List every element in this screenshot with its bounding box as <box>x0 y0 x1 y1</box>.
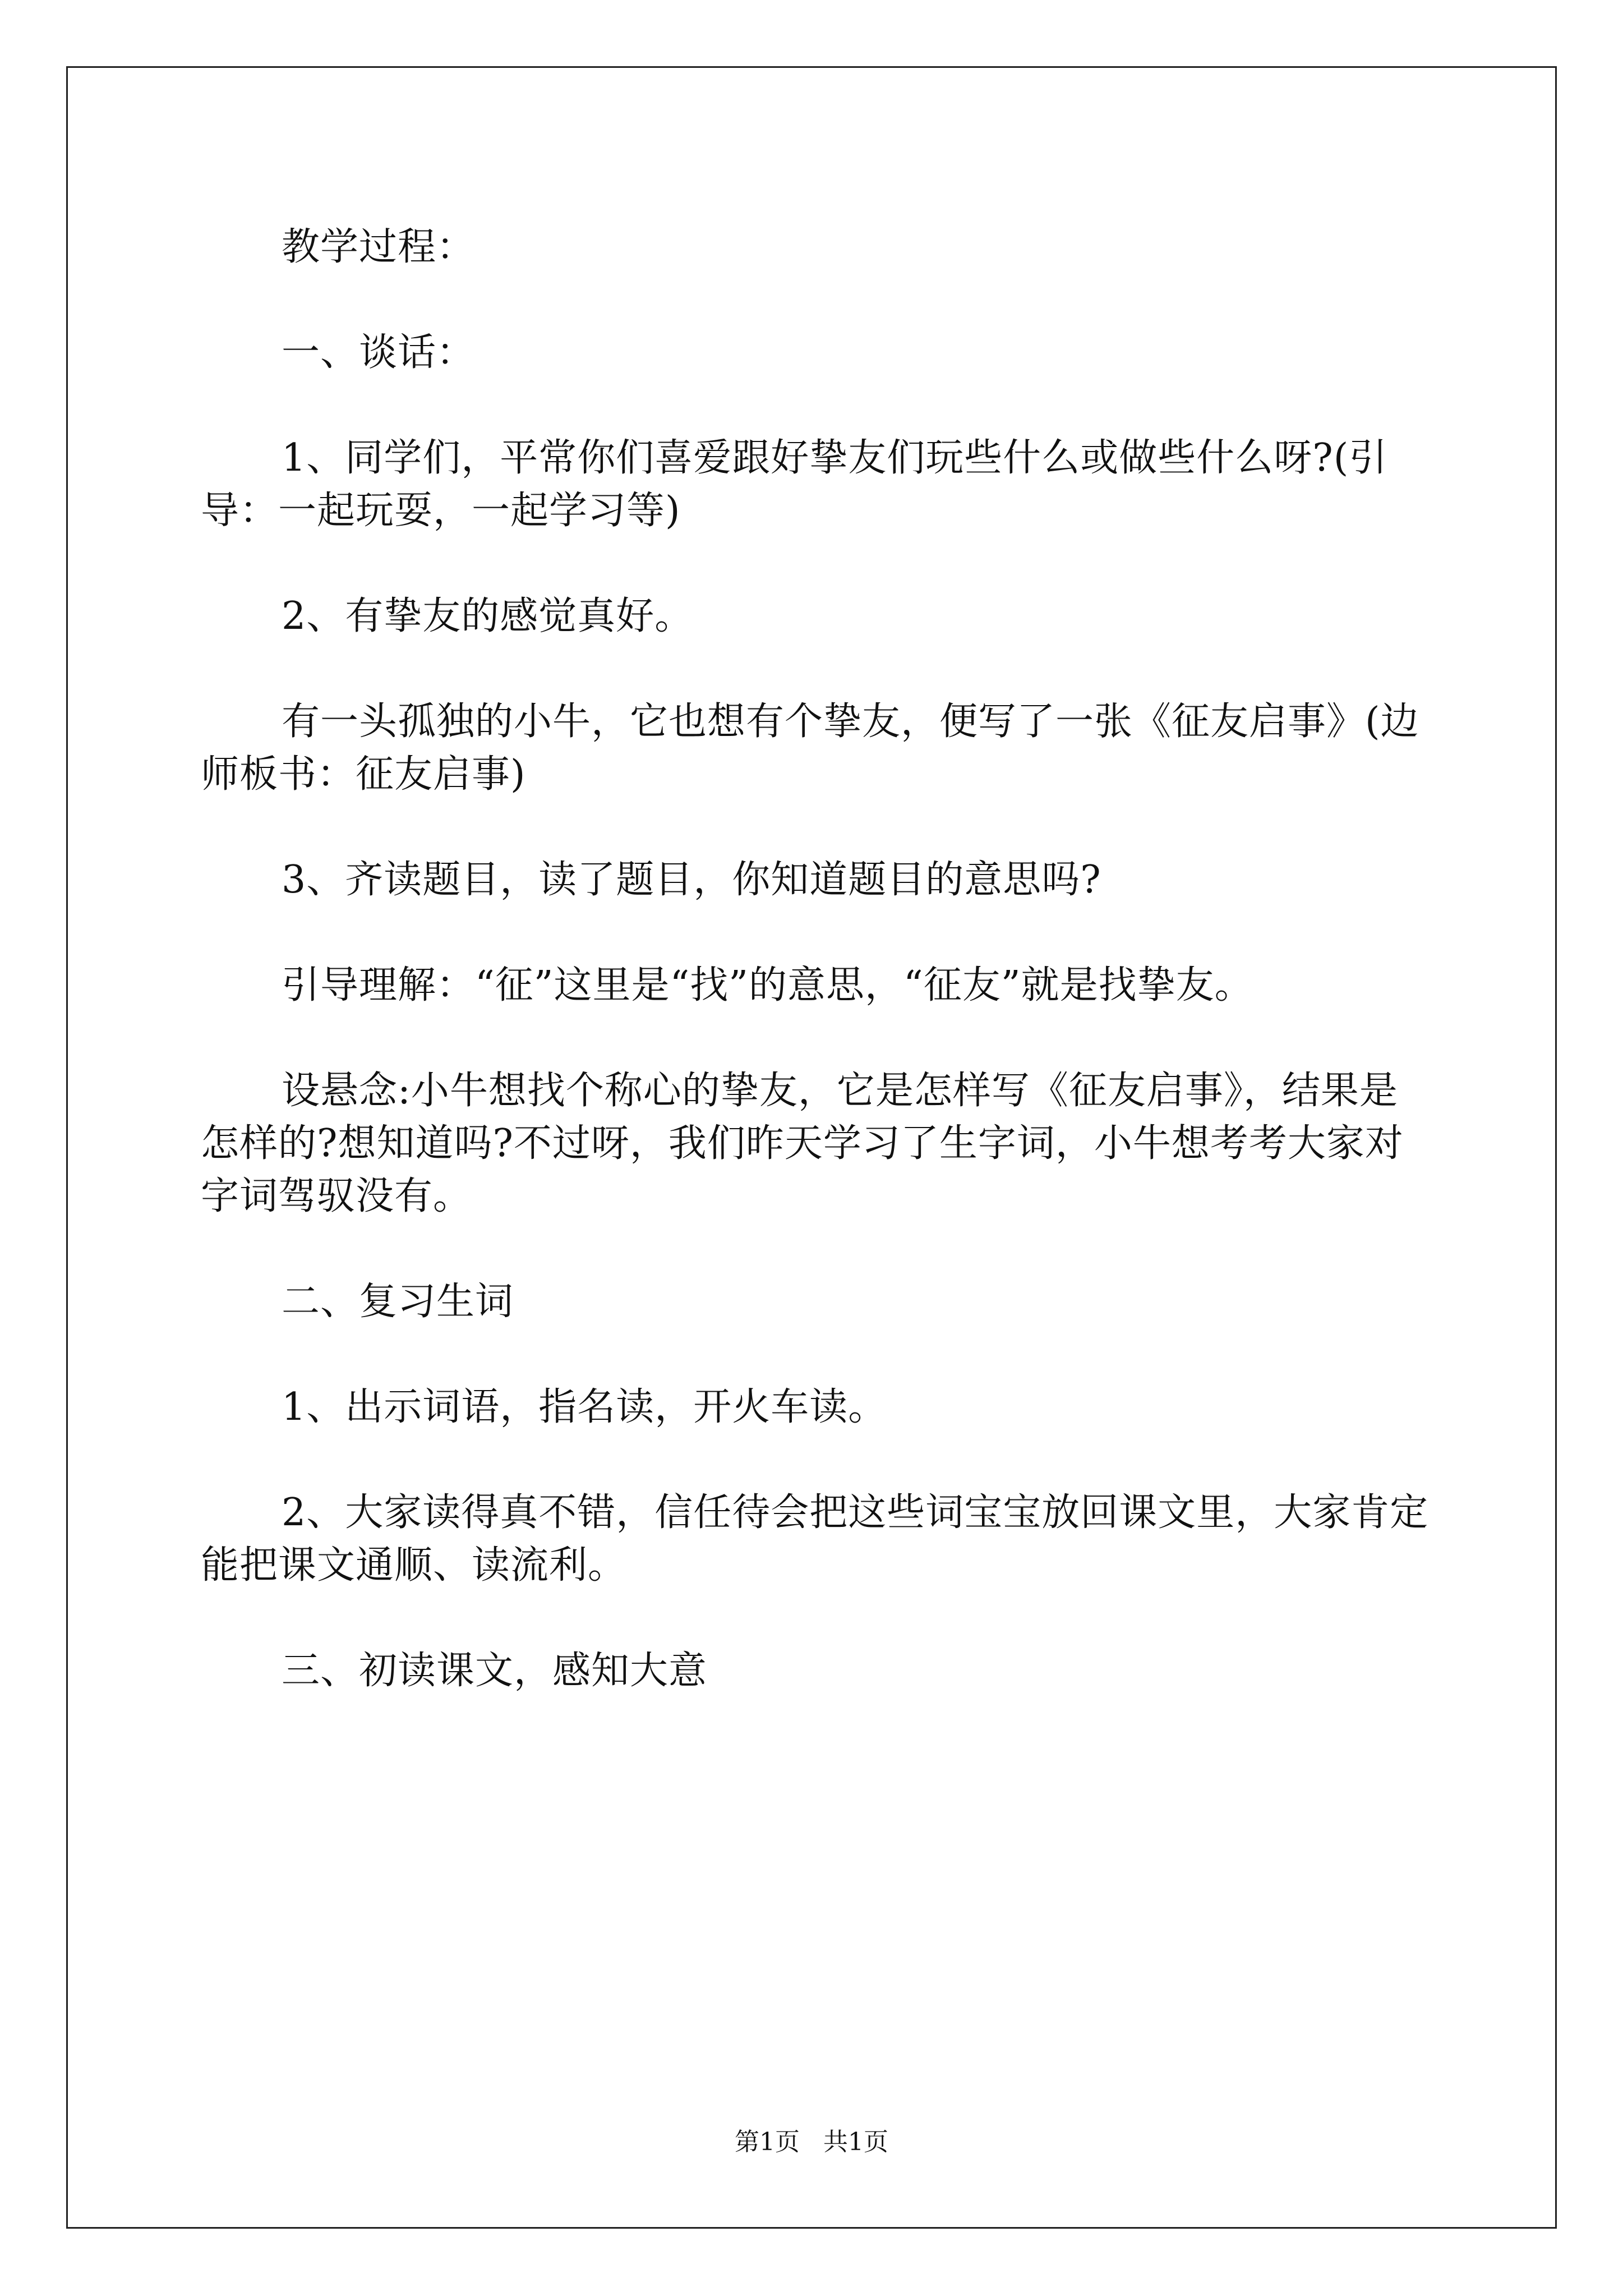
paragraph: 3、齐读题目，读了题目，你知道题目的意思吗? <box>282 858 1101 902</box>
paragraph: 一、谈话： <box>282 330 476 375</box>
paragraph: 三、初读课文，感知大意 <box>282 1649 708 1693</box>
paragraph: 引导理解：“征”这里是“找”的意思，“征友”就是找挚友。 <box>282 963 1253 1007</box>
page-number: 第1页 <box>735 2128 800 2156</box>
page-footer <box>0 2122 1623 2157</box>
paragraph: 1、同学们，平常你们喜爱跟好挚友们玩些什么或做些什么呀?(引导：一起玩耍，一起学习等) <box>201 436 1388 533</box>
page-total: 共1页 <box>823 2128 888 2156</box>
paragraph: 教学过程： <box>282 225 476 269</box>
paragraph: 2、有挚友的感觉真好。 <box>282 594 694 638</box>
paragraph: 二、复习生词 <box>282 1280 514 1324</box>
document-body <box>201 221 1430 1750</box>
paragraph: 1、出示词语，指名读，开火车读。 <box>282 1385 887 1429</box>
paragraph: 2、大家读得真不错，信任待会把这些词宝宝放回课文里，大家肯定能把课文通顺、读流利。 <box>201 1490 1429 1588</box>
paragraph: 设悬念:小牛想找个称心的挚友，它是怎样写《征友启事》，结果是怎样的?想知道吗?不过呀，我们昨天学习了生字词，小牛想考考大家对字词驾驭没有。 <box>201 1069 1404 1218</box>
paragraph: 有一头孤独的小牛，它也想有个挚友，便写了一张《征友启事》(边师板书：征友启事) <box>201 700 1419 797</box>
